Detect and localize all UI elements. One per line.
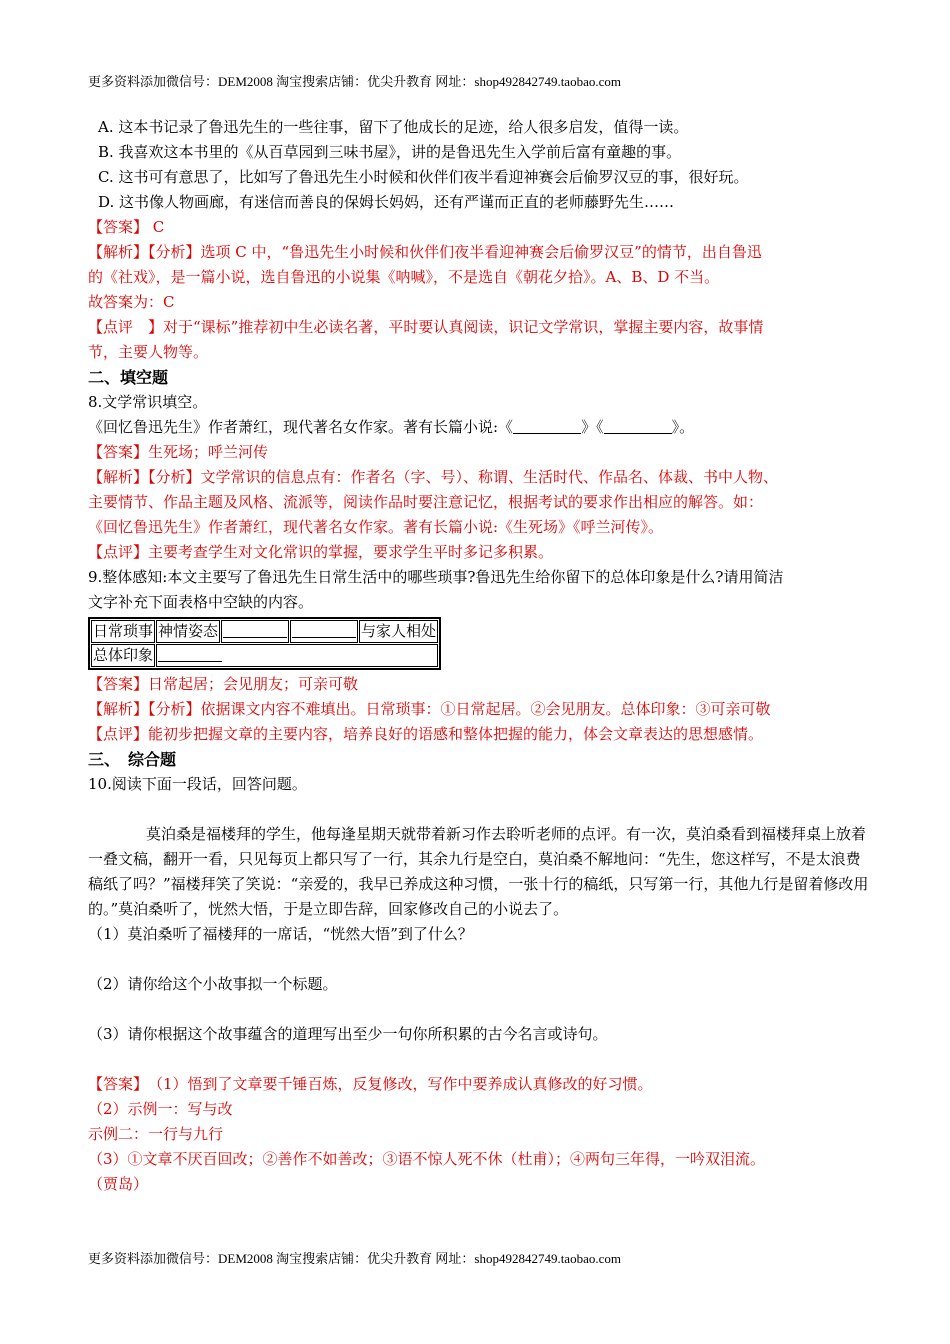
table-cell: 日常琐事 [91, 620, 155, 643]
q8-comment: 【点评】主要考查学生对文化常识的掌握，要求学生平时多记多积累。 [88, 543, 554, 561]
q10-answer-line-4: （3）①文章不厌百回改；②善作不如善改；③语不惊人死不休（杜甫）；④两句三年得，一吟双泪流。 [88, 1150, 766, 1168]
q9-title-line-1: 9.整体感知:本文主要写了鲁迅先生日常生活中的哪些琐事?鲁迅先生给你留下的总体印象是什么?请用简洁 [88, 568, 784, 586]
q7-option-b: B. 我喜欢这本书里的《从百草园到三味书屋》，讲的是鲁迅先生入学前后富有童趣的事。 [98, 143, 682, 161]
page-footer: 更多资料添加微信号：DEM2008 淘宝搜索店铺：优尖升教育 网址：shop492842749.taobao.com [88, 1251, 621, 1266]
q8-answer: 【答案】生死场；呼兰河传 [88, 443, 269, 461]
spacer [88, 1047, 873, 1072]
q8-stem-mid: 》《 [581, 418, 604, 436]
section-heading-comprehensive: 三、 综合题 [88, 750, 177, 769]
table-blank-cell[interactable] [221, 620, 289, 643]
q8-analysis-line-3: 《回忆鲁迅先生》作者萧红，现代著名女作家。著有长篇小说:《生死场》《呼兰河传》。 [88, 518, 664, 536]
q9-comment: 【点评】能初步把握文章的主要内容，培养良好的语感和整体把握的能力，体会文章表达的思想感情。 [88, 725, 764, 743]
q8-stem-text: 《回忆鲁迅先生》作者萧红，现代著名女作家。著有长篇小说:《 [88, 418, 514, 436]
q7-analysis-line-2: 的《社戏》，是一篇小说，选自鲁迅的小说集《呐喊》，不是选自《朝花夕拾》。A、B、D 不当。 [88, 268, 720, 286]
table-row [91, 620, 438, 643]
q8-blank-2[interactable] [604, 419, 672, 434]
spacer [88, 947, 873, 972]
q10-answer-line-1: 【答案】 （1）悟到了文章要千锤百炼，反复修改，写作中要养成认真修改的好习惯。 [88, 1075, 653, 1093]
q7-comment-line-2: 节，主要人物等。 [88, 343, 209, 361]
spacer [88, 997, 873, 1022]
q10-answer-line-5: （贾岛） [88, 1175, 149, 1193]
table-cell: 总体印象 [91, 644, 155, 667]
q9-analysis: 【解析】【分析】依据课文内容不难填出。日常琐事：①日常起居。②会见朋友。总体印象：③可亲可敬 [88, 700, 771, 718]
q8-stem [88, 415, 873, 440]
q9-answer: 【答案】日常起居；会见朋友；可亲可敬 [88, 675, 359, 693]
q8-title: 8.文学常识填空。 [88, 393, 208, 411]
q7-option-c: C. 这书可有意思了，比如写了鲁迅先生小时候和伙伴们夜半看迎神赛会后偷罗汉豆的事，很好玩。 [98, 168, 749, 186]
q8-analysis-line-1: 【解析】【分析】文学常识的信息点有：作者名（字、号）、称谓、生活时代、作品名、体裁、书中人物、 [88, 468, 779, 486]
spacer [88, 797, 873, 822]
q7-analysis-line-1: 【解析】【分析】选项 C 中，“鲁迅先生小时候和伙伴们夜半看迎神赛会后偷罗汉豆”的情节，出自鲁迅 [88, 243, 762, 261]
q7-answer: 【答案】 C [88, 218, 165, 236]
table-blank-cell[interactable] [156, 644, 438, 667]
q10-answer-line-3: 示例二：一行与九行 [88, 1125, 224, 1143]
q7-comment-line-1: 【点评 】对于“课标”推荐初中生必读名著，平时要认真阅读，识记文学常识，掌握主要内容，故事情 [88, 318, 764, 336]
table-blank-cell[interactable] [290, 620, 358, 643]
q10-sub-question-1: （1）莫泊桑听了福楼拜的一席话，“恍然大悟”到了什么？ [88, 925, 473, 943]
q10-sub-question-3: （3）请你根据这个故事蕴含的道理写出至少一句你所积累的古今名言或诗句。 [88, 1025, 608, 1043]
q10-passage: 莫泊桑是福楼拜的学生，他每逢星期天就带着新习作去聆听老师的点评。有一次，莫泊桑看到福楼拜桌上放着一叠文稿，翻开一看，只见每页上都只写了一行，其余九行是空白，莫泊桑不解地问：“先生，您这样写，不是太浪费稿纸了吗？”福楼拜笑了笑说：“亲爱的，我早已养成这种习惯，一张十行的稿纸，只写第一行，其他九行是留着修改用的。”莫泊桑听了，恍然大悟，于是立即告辞，回家修改自己的小说去了。 [88, 825, 869, 918]
q8-stem-end: 》。 [671, 418, 695, 436]
table-cell: 与家人相处 [359, 620, 438, 643]
q9-fill-table [88, 617, 441, 670]
q7-final-answer: 故答案为：C [88, 293, 175, 311]
document-body [88, 115, 873, 1197]
q10-sub-question-2: （2）请你给这个小故事拟一个标题。 [88, 975, 338, 993]
q7-option-d: D. 这书像人物画廊，有迷信而善良的保姆长妈妈，还有严谨而正直的老师藤野先生…… [98, 193, 675, 211]
table-row [91, 644, 438, 667]
q9-title-line-2: 文字补充下面表格中空缺的内容。 [88, 593, 314, 611]
q7-option-a: A. 这本书记录了鲁迅先生的一些往事，留下了他成长的足迹，给人很多启发，值得一读。 [98, 118, 689, 136]
q8-analysis-line-2: 主要情节、作品主题及风格、流派等，阅读作品时要注意记忆，根据考试的要求作出相应的解答。如： [88, 493, 764, 511]
section-heading-fill-blank: 二、填空题 [88, 368, 169, 387]
q10-title: 10.阅读下面一段话，回答问题。 [88, 775, 307, 793]
q10-answer-line-2: （2）示例一：写与改 [88, 1100, 233, 1118]
table-cell: 神情姿态 [156, 620, 220, 643]
page-header: 更多资料添加微信号：DEM2008 淘宝搜索店铺：优尖升教育 网址：shop492842749.taobao.com [88, 74, 621, 89]
q8-blank-1[interactable] [513, 419, 581, 434]
